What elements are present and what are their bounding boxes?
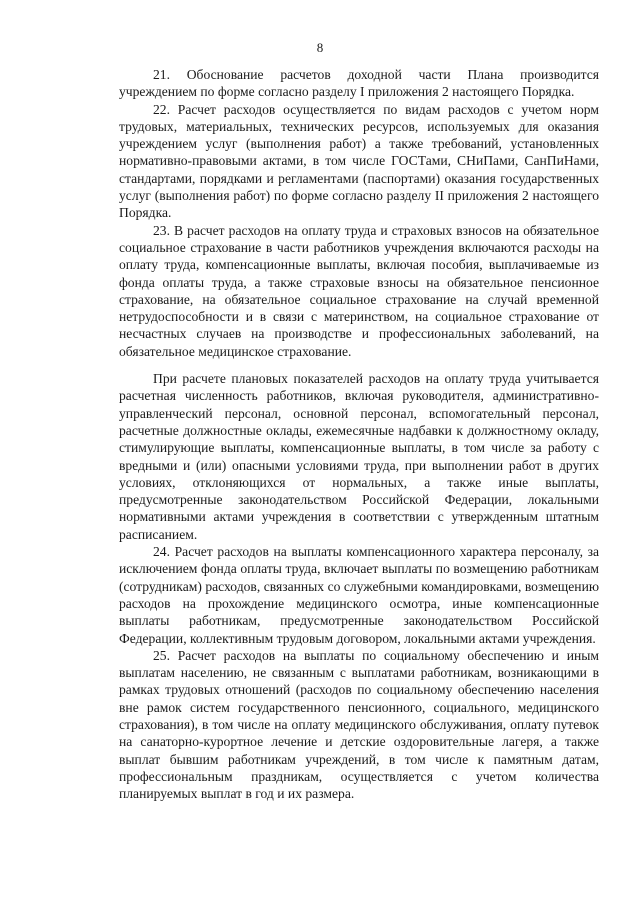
document-body (119, 66, 599, 802)
page-number: 8 (316, 40, 324, 55)
paragraph-21: 21. Обоснование расчетов доходной части Плана производится учреждением по форме согласно разделу I приложения 2 настоящего Порядка. (119, 67, 599, 100)
paragraph-24: 24. Расчет расходов на выплаты компенсационного характера персоналу, за исключением фонда оплаты труда, включает выплаты по возмещению работникам (сотрудникам) расходов, связанных со служебными командировками, возмещению расходов на прохождение медицинского осмотра, иные компенсационные выплаты работникам, предусмотренные законодательством Российской Федерации, коллективным трудовым договором, локальными актами учреждения. (119, 544, 599, 646)
paragraph-22: 22. Расчет расходов осуществляется по видам расходов с учетом норм трудовых, материальных, технических ресурсов, используемых для оказания учреждением услуг (выполнения работ) а также требований, установленных нормативно-правовыми актами, в том числе ГОСТами, СНиПами, СанПиНами, стандартами, порядками и регламентами (паспортами) оказания государственных услуг (выполнения работ) по форме согласно разделу II приложения 2 настоящего Порядка. (119, 101, 599, 221)
paragraph-25: 25. Расчет расходов на выплаты по социальному обеспечению и иным выплатам населению, не связанным с выплатами работникам, возникающими в рамках трудовых отношений (расходов по социальному обеспечению населения вне рамок систем государственного пенсионного, социального, медицинского страхования), в том числе на оплату медицинского обслуживания, оплату путевок на санаторно-курортное лечение и детские оздоровительные лагеря, а также выплат бывшим работникам учреждений, в том числе к памятным датам, профессиональным праздникам, осуществляется с учетом количества планируемых выплат в год и их размера. (119, 647, 599, 802)
paragraph-23-continuation: При расчете плановых показателей расходов на оплату труда учитывается расчетная численность работников, включая руководителя, административно-управленческий персонал, основной персонал, вспомогательный персонал, расчетные должностные оклады, ежемесячные надбавки к должностному окладу, стимулирующие выплаты, компенсационные выплаты, в том числе за работу с вредными и (или) опасными условиями труда, при выполнении работ в других условиях, отклоняющихся от нормальных, а также иные выплаты, предусмотренные законодательством Российской Федерации, локальными нормативными актами учреждения в соответствии с утвержденным штатным расписанием. (119, 371, 599, 542)
paragraph-23: 23. В расчет расходов на оплату труда и страховых взносов на обязательное социальное страхование в части работников учреждения включаются расходы на оплату труда, компенсационные выплаты, включая пособия, выплачиваемые из фонда оплаты труда, а также страховые взносы на обязательное пенсионное страхование, на обязательное социальное страхование на случай временной нетрудоспособности и в связи с материнством, на социальное страхование от несчастных случаев на производстве и профессиональных заболеваний, на обязательное медицинское страхование. (119, 222, 599, 359)
